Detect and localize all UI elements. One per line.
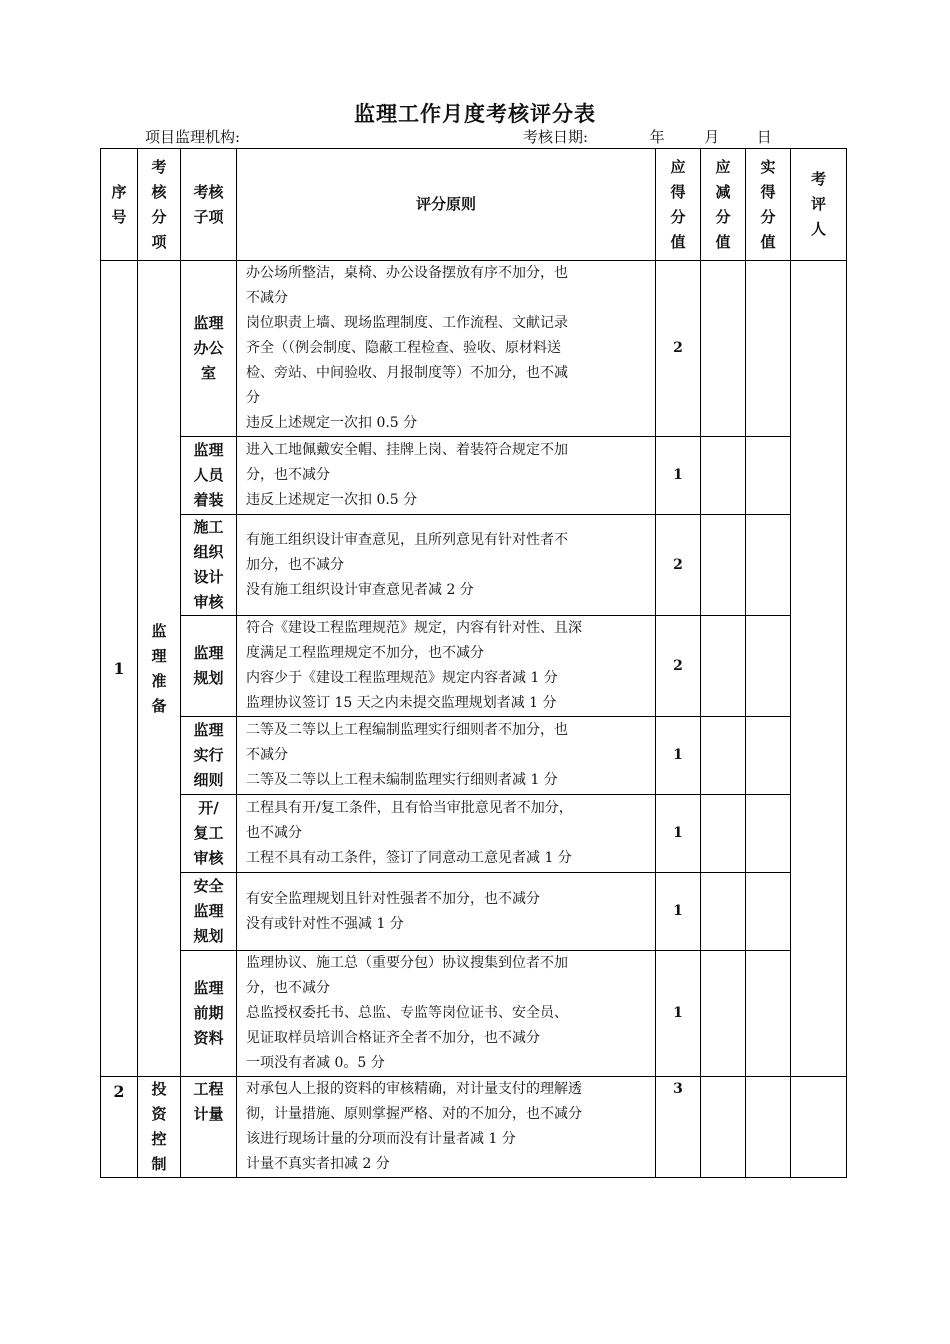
subitem-char: 审核 — [193, 593, 224, 611]
criteria-line: 该进行现场计量的分项而没有计量者减 1 分 — [246, 1131, 516, 1147]
criteria-line: 进入工地佩戴安全帽、挂牌上岗、着装符合规定不加 — [246, 442, 568, 458]
subitem-char: 工程 — [193, 1080, 224, 1098]
actual-score-cell[interactable] — [746, 437, 791, 515]
reviewer-cell[interactable] — [791, 261, 847, 1077]
header-char: 项 — [151, 232, 167, 251]
date-label: 考核日期: — [523, 128, 589, 146]
subitem-char: 细则 — [193, 771, 224, 789]
category-char: 制 — [151, 1155, 167, 1173]
criteria-line: 也不减分 — [246, 825, 302, 841]
actual-score-cell[interactable] — [746, 951, 791, 1077]
deduct-score-cell[interactable] — [701, 515, 746, 616]
criteria-line: 内容少于《建设工程监理规范》规定内容者减 1 分 — [246, 670, 558, 686]
header-row — [101, 149, 847, 261]
deduct-score-cell[interactable] — [701, 437, 746, 515]
header-char: 子项 — [193, 207, 224, 226]
header-char: 分 — [670, 207, 686, 226]
due-score-cell: 1 — [656, 795, 701, 873]
criteria-line: 一项没有者减 0。5 分 — [246, 1055, 385, 1071]
table-row — [101, 515, 847, 616]
header-char: 分 — [715, 207, 731, 226]
category-char: 监 — [151, 621, 167, 640]
header-char: 核 — [151, 182, 167, 201]
subitem-char: 复工 — [193, 824, 224, 842]
header-deduct-score — [701, 149, 746, 261]
evaluation-table — [100, 148, 847, 1178]
criteria-line: 齐全（（例会制度、隐蔽工程检查、验收、原材料送 — [246, 340, 561, 356]
subitem-char: 组织 — [193, 543, 224, 561]
due-score-cell: 1 — [656, 717, 701, 795]
criteria-line: 度满足工程监理规定不加分，也不减分 — [246, 645, 484, 661]
header-char: 值 — [760, 232, 776, 251]
subitem-char: 着装 — [193, 491, 224, 509]
criteria-line: 不减分 — [246, 290, 288, 306]
header-due-score — [656, 149, 701, 261]
header-char: 得 — [760, 182, 776, 201]
criteria-line: 岗位职责上墙、现场监理制度、工作流程、文献记录 — [246, 315, 568, 331]
category-cell — [138, 261, 181, 1077]
header-char: 应 — [670, 157, 686, 176]
subitem-char: 开/ — [198, 799, 219, 817]
subitem-char: 设计 — [193, 568, 224, 586]
criteria-line: 对承包人上报的资料的审核精确，对计量支付的理解透 — [246, 1081, 582, 1097]
header-char: 值 — [670, 232, 686, 251]
header-char: 考 — [810, 170, 826, 188]
due-score-cell: 2 — [656, 515, 701, 616]
criteria-cell — [237, 795, 656, 873]
header-char: 考核 — [193, 182, 224, 201]
header-char: 分 — [760, 207, 776, 226]
subitem-char: 监理 — [193, 644, 224, 662]
deduct-score-cell[interactable] — [701, 616, 746, 717]
subitem-char: 室 — [200, 364, 216, 382]
actual-score-cell[interactable] — [746, 261, 791, 437]
category-char: 准 — [151, 671, 167, 690]
table-row — [101, 873, 847, 951]
header-char: 值 — [715, 232, 731, 251]
table-row — [101, 795, 847, 873]
subitem-char: 安全 — [193, 877, 224, 895]
subitem-cell — [181, 261, 237, 437]
table-row — [101, 717, 847, 795]
subitem-char: 实行 — [193, 746, 224, 764]
due-score-cell: 1 — [656, 951, 701, 1077]
criteria-line: 见证取样员培训合格证齐全者不加分，也不减分 — [246, 1030, 540, 1046]
criteria-line: 二等及二等以上工程未编制监理实行细则者减 1 分 — [246, 772, 558, 788]
criteria-cell — [237, 515, 656, 616]
deduct-score-cell[interactable] — [701, 1077, 746, 1178]
subitem-cell — [181, 717, 237, 795]
table-row — [101, 951, 847, 1077]
subitem-char: 监理 — [193, 979, 224, 997]
deduct-score-cell[interactable] — [701, 951, 746, 1077]
criteria-line: 彻，计量措施、原则掌握严格、对的不加分，也不减分 — [246, 1106, 582, 1122]
form-title: 监理工作月度考核评分表 — [354, 101, 596, 126]
criteria-line: 加分，也不减分 — [246, 556, 344, 573]
deduct-score-cell[interactable] — [701, 795, 746, 873]
table-body — [101, 261, 847, 1178]
reviewer-cell[interactable] — [791, 1077, 847, 1178]
criteria-line: 分，也不减分 — [246, 467, 330, 483]
table-row — [101, 1077, 847, 1178]
subitem-cell — [181, 515, 237, 616]
table-row — [101, 437, 847, 515]
year-label: 年 — [649, 128, 665, 146]
criteria-cell — [237, 951, 656, 1077]
criteria-line: 监理协议签订 15 天之内未提交监理规划者减 1 分 — [246, 695, 557, 711]
criteria-line: 工程具有开/复工条件，且有恰当审批意见者不加分， — [246, 800, 573, 816]
criteria-line: 办公场所整洁，桌椅、办公设备摆放有序不加分，也 — [246, 265, 568, 281]
subitem-char: 监理 — [193, 314, 224, 332]
criteria-line: 二等及二等以上工程编制监理实行细则者不加分，也 — [246, 722, 568, 738]
actual-score-cell[interactable] — [746, 1077, 791, 1178]
actual-score-cell[interactable] — [746, 795, 791, 873]
header-seq — [101, 149, 138, 261]
header-char: 考 — [151, 157, 167, 176]
due-score-cell: 2 — [656, 261, 701, 437]
criteria-line: 检、旁站、中间验收、月报制度等）不加分，也不减 — [246, 365, 568, 381]
criteria-line: 符合《建设工程监理规范》规定，内容有针对性、且深 — [246, 620, 582, 636]
criteria-line: 分，也不减分 — [246, 980, 330, 996]
subitem-char: 规划 — [193, 927, 224, 945]
due-score-cell: 2 — [656, 616, 701, 717]
category-cell — [138, 1077, 181, 1178]
header-category — [138, 149, 181, 261]
criteria-line: 违反上述规定一次扣 0.5 分 — [246, 415, 418, 431]
header-char: 得 — [670, 182, 686, 201]
criteria-cell — [237, 261, 656, 437]
category-char: 资 — [151, 1105, 167, 1123]
criteria-line: 违反上述规定一次扣 0.5 分 — [246, 492, 418, 508]
subitem-char: 规划 — [193, 669, 224, 687]
subitem-char: 施工 — [193, 518, 224, 536]
criteria-line: 分 — [246, 390, 260, 406]
actual-score-cell[interactable] — [746, 873, 791, 951]
actual-score-cell[interactable] — [746, 515, 791, 616]
subitem-cell — [181, 795, 237, 873]
subitem-cell — [181, 437, 237, 515]
category-char: 备 — [151, 696, 167, 715]
table-row — [101, 261, 847, 437]
criteria-line: 总监授权委托书、总监、专监等岗位证书、安全员、 — [246, 1005, 568, 1021]
actual-score-cell[interactable] — [746, 717, 791, 795]
month-label: 月 — [704, 128, 720, 146]
deduct-score-cell[interactable] — [701, 717, 746, 795]
table-row — [101, 616, 847, 717]
day-label: 日 — [756, 128, 772, 146]
criteria-line: 计量不真实者扣减 2 分 — [246, 1156, 390, 1172]
header-char: 号 — [111, 207, 127, 226]
header-char: 人 — [810, 220, 826, 238]
category-char: 控 — [151, 1130, 167, 1148]
header-criteria: 评分原则 — [237, 149, 656, 261]
header-actual-score — [746, 149, 791, 261]
subitem-cell — [181, 873, 237, 951]
criteria-line: 工程不具有动工条件，签订了同意动工意见者减 1 分 — [246, 850, 572, 866]
header-char: 分 — [151, 207, 167, 226]
due-score-cell: 1 — [656, 873, 701, 951]
subitem-char: 监理 — [193, 902, 224, 920]
deduct-score-cell[interactable] — [701, 873, 746, 951]
subitem-char: 审核 — [193, 849, 224, 867]
subitem-char: 前期 — [193, 1004, 224, 1022]
subitem-char: 人员 — [193, 466, 224, 484]
due-score-cell: 3 — [656, 1077, 701, 1178]
criteria-line: 有施工组织设计审查意见，且所列意见有针对性者不 — [246, 531, 568, 548]
due-score-cell: 1 — [656, 437, 701, 515]
org-label: 项目监理机构: — [145, 128, 241, 146]
criteria-cell — [237, 873, 656, 951]
actual-score-cell[interactable] — [746, 616, 791, 717]
subitem-char: 监理 — [193, 441, 224, 459]
criteria-cell — [237, 616, 656, 717]
subitem-char: 计量 — [193, 1105, 224, 1123]
criteria-cell — [237, 717, 656, 795]
subitem-char: 监理 — [193, 721, 224, 739]
subitem-char: 办公 — [193, 339, 224, 357]
criteria-line: 不减分 — [246, 747, 288, 763]
header-char: 应 — [715, 157, 731, 176]
criteria-line: 没有施工组织设计审查意见者减 2 分 — [246, 581, 474, 598]
date-line — [523, 126, 772, 147]
header-subitem — [181, 149, 237, 261]
criteria-cell — [237, 437, 656, 515]
header-char: 实 — [760, 157, 776, 176]
subitem-cell — [181, 1077, 237, 1178]
subitem-cell — [181, 616, 237, 717]
subitem-cell — [181, 951, 237, 1077]
criteria-cell — [237, 1077, 656, 1178]
criteria-line: 监理协议、施工总（重要分包）协议搜集到位者不加 — [246, 955, 568, 971]
criteria-line: 有安全监理规划且针对性强者不加分，也不减分 — [246, 890, 540, 907]
category-char: 理 — [151, 646, 167, 665]
header-char: 序 — [111, 182, 127, 201]
deduct-score-cell[interactable] — [701, 261, 746, 437]
seq-cell: 1 — [101, 261, 138, 1077]
criteria-line: 没有或针对性不强减 1 分 — [246, 915, 404, 932]
header-char: 评 — [810, 195, 826, 213]
category-char: 投 — [151, 1080, 167, 1098]
subitem-char: 资料 — [193, 1029, 224, 1047]
seq-cell: 2 — [101, 1077, 138, 1178]
header-reviewer — [791, 149, 847, 261]
header-char: 减 — [715, 182, 731, 201]
